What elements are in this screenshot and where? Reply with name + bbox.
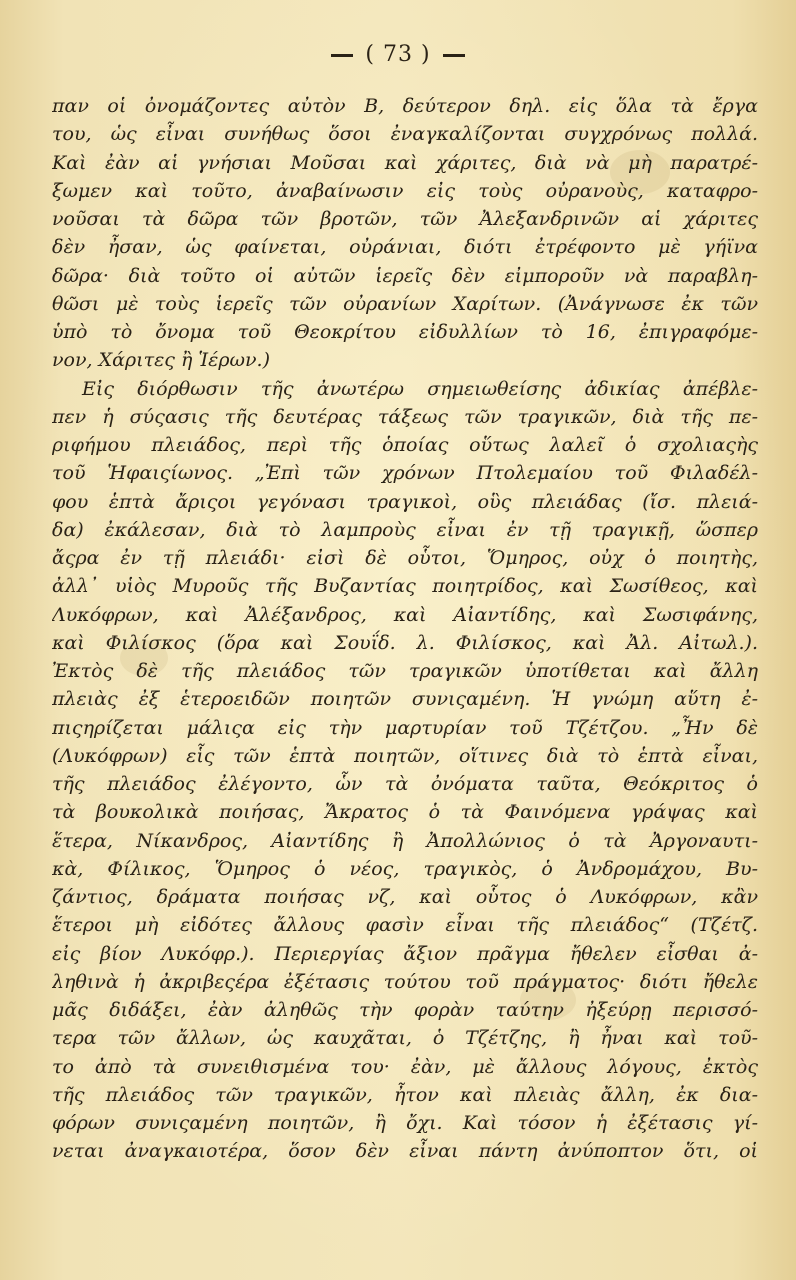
text-line: δα) ἐκάλεσαν, διὰ τὸ λαμπροὺς εἶναι ἐν τῇ τραγικῇ, ὥσπερ xyxy=(52,518,758,541)
text-line: δὲν ἦσαν, ὡς φαίνεται, οὐράνιαι, διότι ἐτρέφοντο μὲ γήϊνα xyxy=(52,236,758,259)
text-line: τὰ βουκολικὰ ποιήσας, Ἄκρατος ὁ τὰ Φαινόμενα γράψας καὶ xyxy=(52,801,758,824)
text-line: Λυκόφρων, καὶ Ἀλέξανδρος, καὶ Αἰαντίδης, καὶ Σωσιφάνης, xyxy=(52,603,758,626)
text-line: Εἰς διόρθωσιν τῆς ἀνωτέρω σημειωθείσης ἀδικίας ἀπέβλε- xyxy=(82,377,758,400)
header-dash xyxy=(331,54,353,57)
text-line: ἕτερα, Νίκανδρος, Αἰαντίδης ἢ Ἀπολλώνιος ὁ τὰ Ἀργοναυτι- xyxy=(52,829,758,852)
text-line: τῆς πλειάδος τῶν τραγικῶν, ἦτον καὶ πλειὰς ἄλλη, ἐκ δια- xyxy=(52,1083,758,1106)
text-line: μᾶς διδάξει, ἐὰν ἀληθῶς τὴν φορὰν ταύτην ἠξεύρῃ περισσό- xyxy=(52,999,758,1021)
text-line: ἀλλ᾿ υἱὸς Μυροῦς τῆς Βυζαντίας ποιητρίδος, καὶ Σωσίθεος, καὶ xyxy=(52,575,758,598)
text-line: πεν ἡ σύςασις τῆς δευτέρας τάξεως τῶν τραγικῶν, διὰ τῆς πε- xyxy=(52,405,758,428)
text-line: νον, Χάριτες ἢ Ἱέρων.) xyxy=(52,349,270,372)
text-line: δῶρα· διὰ τοῦτο οἱ αὐτῶν ἱερεῖς δὲν εἰμποροῦν νὰ παραβλη- xyxy=(52,264,758,287)
text-line: ληθινὰ ἡ ἀκριβεςέρα ἐξέτασις τούτου τοῦ πράγματος· διότι ἤθελε xyxy=(52,970,758,993)
page-number: 73 xyxy=(383,42,413,67)
text-line: (Λυκόφρων) εἷς τῶν ἑπτὰ ποιητῶν, οἵτινες διὰ τὸ ἑπτὰ εἶναι, xyxy=(52,744,758,767)
text-line: ἕτεροι μὴ εἰδότες ἄλλους φασὶν εἶναι τῆς πλειάδος“ (Τζέτζ. xyxy=(52,914,758,937)
text-line: νεται ἀναγκαιοτέρα, ὅσον δὲν εἶναι πάντη ἀνύποπτον ὅτι, οἱ xyxy=(52,1140,758,1163)
text-line: ξωμεν καὶ τοῦτο, ἀναβαίνωσιν εἰς τοὺς οὐρανοὺς, καταφρο- xyxy=(52,179,758,202)
text-line: πλειὰς ἐξ ἑτεροειδῶν ποιητῶν συνιςαμένη. Ἡ γνώμη αὕτη ἐ- xyxy=(52,688,758,711)
page-header: ( 73 ) xyxy=(0,42,796,67)
text-line: ριφήμου πλειάδος, περὶ τῆς ὁποίας οὕτως λαλεῖ ὁ σχολιαςὴς xyxy=(52,434,758,456)
text-line: ἄςρα ἐν τῇ πλειάδι· εἰσὶ δὲ οὗτοι, Ὅμηρος, οὐχ ὁ ποιητὴς, xyxy=(52,547,758,569)
text-line: τῆς πλειάδος ἐλέγοντο, ὧν τὰ ὀνόματα ταῦτα, Θεόκριτος ὁ xyxy=(52,773,758,795)
header-dash xyxy=(443,54,465,57)
text-line: φόρων συνιςαμένη ποιητῶν, ἢ ὄχι. Καὶ τόσον ἡ ἐξέτασις γί- xyxy=(52,1112,758,1134)
text-line: καὶ Φιλίσκος (ὅρα καὶ Σουΐδ. λ. Φιλίσκος, καὶ Ἀλ. Αἰτωλ.). xyxy=(52,631,758,654)
text-line: θῶσι μὲ τοὺς ἱερεῖς τῶν οὐρανίων Χαρίτων. (Ἀνάγνωσε ἐκ τῶν xyxy=(52,292,758,315)
text-line: τερα τῶν ἄλλων, ὡς καυχᾶται, ὁ Τζέτζης, ἢ ἦναι καὶ τοῦ- xyxy=(52,1027,758,1050)
text-line: κὰ, Φίλικος, Ὅμηρος ὁ νέος, τραγικὸς, ὁ Ἀνδρομάχου, Βυ- xyxy=(52,857,758,880)
body-text xyxy=(52,92,758,1166)
text-line: παν οἱ ὀνομάζοντες αὐτὸν Β, δεύτερον δηλ. εἰς ὅλα τὰ ἔργα xyxy=(52,95,758,117)
text-line: ὑπὸ τὸ ὄνομα τοῦ Θεοκρίτου εἰδυλλίων τὸ 16, ἐπιγραφόμε- xyxy=(52,321,758,343)
text-line: τοῦ Ἡφαιςίωνος. „Ἐπὶ τῶν χρόνων Πτολεμαίου τοῦ Φιλαδέλ- xyxy=(52,462,758,485)
text-line: εἰς βίον Λυκόφρ.). Περιεργίας ἄξιον πρᾶγμα ἤθελεν εἶσθαι ἀ- xyxy=(52,942,758,965)
text-line: νοῦσαι τὰ δῶρα τῶν βροτῶν, τῶν Ἀλεξανδρινῶν αἱ χάριτες xyxy=(52,208,758,230)
text-line: πιςηρίζεται μάλιςα εἰς τὴν μαρτυρίαν τοῦ Τζέτζου. „Ἦν δὲ xyxy=(52,716,758,739)
text-line: φου ἑπτὰ ἄριςοι γεγόνασι τραγικοὶ, οὓς πλειάδας (ἴσ. πλειά- xyxy=(52,490,758,513)
text-line: του, ὡς εἶναι συνήθως ὅσοι ἐναγκαλίζονται συγχρόνως πολλά. xyxy=(52,123,758,146)
text-line: ζάντιος, δράματα ποιήσας νζ, καὶ οὗτος ὁ Λυκόφρων, κἂν xyxy=(52,886,758,908)
text-line: Ἐκτὸς δὲ τῆς πλειάδος τῶν τραγικῶν ὑποτίθεται καὶ ἄλλη xyxy=(52,660,758,682)
text-line: Καὶ ἐὰν αἱ γνήσιαι Μοῦσαι καὶ χάριτες, διὰ νὰ μὴ παρατρέ- xyxy=(52,151,758,174)
text-line: το ἀπὸ τὰ συνειθισμένα του· ἐὰν, μὲ ἄλλους λόγους, ἐκτὸς xyxy=(52,1055,758,1078)
